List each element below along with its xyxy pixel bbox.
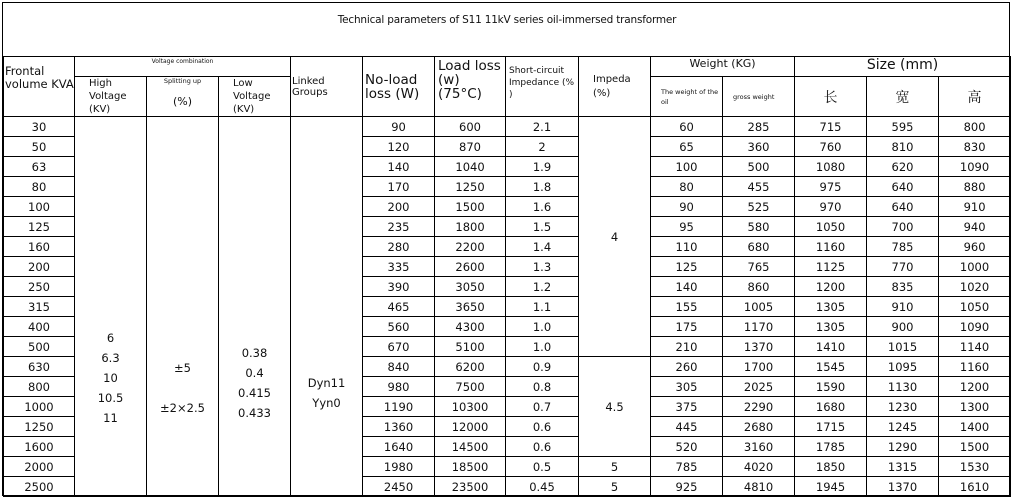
cell-size-length: 970 <box>795 197 867 217</box>
cell-weight-gross: 2025 <box>723 377 795 397</box>
cell-weight-oil: 155 <box>651 297 723 317</box>
cell-low-voltage <box>219 117 291 497</box>
cell-size-height: 1000 <box>939 257 1011 277</box>
cell-short-circuit: 1.2 <box>506 277 579 297</box>
cell-size-height: 960 <box>939 237 1011 257</box>
cell-load-loss: 3650 <box>435 297 506 317</box>
cell-short-circuit: 0.5 <box>506 457 579 477</box>
cell-size-width: 1290 <box>867 437 939 457</box>
cell-size-width: 640 <box>867 197 939 217</box>
table-body <box>4 117 1011 497</box>
cell-kva: 63 <box>4 157 75 177</box>
cell-size-height: 1530 <box>939 457 1011 477</box>
cell-no-load-loss: 2450 <box>363 477 435 497</box>
cell-weight-oil: 175 <box>651 317 723 337</box>
cell-size-height: 910 <box>939 197 1011 217</box>
header-splitting-unit: (%) <box>172 95 193 108</box>
cell-weight-gross: 860 <box>723 277 795 297</box>
header-load-loss: Load loss (w) (75°C) <box>435 57 506 117</box>
cell-load-loss: 600 <box>435 117 506 137</box>
cell-size-length: 1160 <box>795 237 867 257</box>
cell-short-circuit: 0.7 <box>506 397 579 417</box>
cell-short-circuit: 1.8 <box>506 177 579 197</box>
cell-kva: 1600 <box>4 437 75 457</box>
cell-weight-gross: 580 <box>723 217 795 237</box>
cell-size-height: 1020 <box>939 277 1011 297</box>
cell-no-load-loss: 170 <box>363 177 435 197</box>
cell-load-loss: 23500 <box>435 477 506 497</box>
cell-low-voltage-value: 0.38 <box>241 345 268 360</box>
cell-no-load-loss: 280 <box>363 237 435 257</box>
header-high-voltage: High Voltage (KV) <box>75 77 147 117</box>
cell-size-height: 880 <box>939 177 1011 197</box>
cell-size-height: 1400 <box>939 417 1011 437</box>
cell-short-circuit: 1.9 <box>506 157 579 177</box>
cell-size-width: 595 <box>867 117 939 137</box>
cell-no-load-loss: 560 <box>363 317 435 337</box>
cell-kva: 80 <box>4 177 75 197</box>
cell-weight-gross: 1370 <box>723 337 795 357</box>
cell-weight-gross: 285 <box>723 117 795 137</box>
cell-kva: 400 <box>4 317 75 337</box>
header-splitting-label: Splitting up <box>163 77 202 85</box>
cell-weight-oil: 95 <box>651 217 723 237</box>
cell-no-load-loss: 1360 <box>363 417 435 437</box>
cell-no-load-loss: 465 <box>363 297 435 317</box>
cell-short-circuit: 0.9 <box>506 357 579 377</box>
cell-no-load-loss: 335 <box>363 257 435 277</box>
cell-kva: 200 <box>4 257 75 277</box>
cell-size-width: 620 <box>867 157 939 177</box>
cell-short-circuit: 0.6 <box>506 417 579 437</box>
cell-kva: 160 <box>4 237 75 257</box>
cell-short-circuit: 1.3 <box>506 257 579 277</box>
header-weight: Weight (KG) <box>651 57 795 77</box>
header-size-height: 高 <box>939 77 1011 117</box>
cell-weight-gross: 1170 <box>723 317 795 337</box>
header-short-circuit-impedance: Short-circuit Impedance (% ) <box>506 57 579 117</box>
cell-load-loss: 1040 <box>435 157 506 177</box>
cell-weight-oil: 305 <box>651 377 723 397</box>
header-size-width: 宽 <box>867 77 939 117</box>
cell-weight-oil: 520 <box>651 437 723 457</box>
cell-short-circuit: 1.0 <box>506 317 579 337</box>
cell-short-circuit: 0.6 <box>506 437 579 457</box>
cell-size-height: 1160 <box>939 357 1011 377</box>
cell-high-voltage-value: 10 <box>103 370 118 385</box>
cell-size-width: 785 <box>867 237 939 257</box>
cell-high-voltage-value: 6 <box>106 330 115 345</box>
cell-weight-gross: 1005 <box>723 297 795 317</box>
table-row <box>4 117 1011 137</box>
cell-size-width: 700 <box>867 217 939 237</box>
cell-size-height: 1610 <box>939 477 1011 497</box>
cell-weight-oil: 65 <box>651 137 723 157</box>
cell-size-height: 1090 <box>939 157 1011 177</box>
cell-kva: 1250 <box>4 417 75 437</box>
cell-load-loss: 12000 <box>435 417 506 437</box>
cell-size-width: 810 <box>867 137 939 157</box>
cell-load-loss: 6200 <box>435 357 506 377</box>
cell-no-load-loss: 670 <box>363 337 435 357</box>
cell-size-width: 1230 <box>867 397 939 417</box>
header-no-load-loss: No-load loss (W) <box>363 57 435 117</box>
cell-load-loss: 18500 <box>435 457 506 477</box>
cell-load-loss: 1500 <box>435 197 506 217</box>
cell-load-loss: 3050 <box>435 277 506 297</box>
transformer-parameters-table <box>3 56 1011 497</box>
cell-kva: 50 <box>4 137 75 157</box>
cell-load-loss: 1800 <box>435 217 506 237</box>
cell-size-width: 1095 <box>867 357 939 377</box>
cell-weight-gross: 500 <box>723 157 795 177</box>
cell-kva: 100 <box>4 197 75 217</box>
cell-weight-gross: 1700 <box>723 357 795 377</box>
cell-short-circuit: 1.0 <box>506 337 579 357</box>
cell-impedance: 4.5 <box>579 357 651 457</box>
cell-size-length: 1050 <box>795 217 867 237</box>
cell-size-height: 1050 <box>939 297 1011 317</box>
cell-no-load-loss: 980 <box>363 377 435 397</box>
cell-size-width: 1315 <box>867 457 939 477</box>
cell-kva: 250 <box>4 277 75 297</box>
cell-no-load-loss: 90 <box>363 117 435 137</box>
cell-high-voltage <box>75 117 147 497</box>
cell-load-loss: 7500 <box>435 377 506 397</box>
cell-weight-oil: 925 <box>651 477 723 497</box>
cell-kva: 125 <box>4 217 75 237</box>
cell-load-loss: 14500 <box>435 437 506 457</box>
cell-no-load-loss: 1190 <box>363 397 435 417</box>
cell-kva: 2000 <box>4 457 75 477</box>
header-size: Size (mm) <box>795 57 1011 77</box>
cell-linked-groups-value: Yyn0 <box>312 395 341 410</box>
header-impedance: Impeda (%) <box>579 57 651 117</box>
cell-size-length: 1125 <box>795 257 867 277</box>
cell-splitting-up-value: ±5 <box>174 360 191 375</box>
cell-size-length: 1305 <box>795 317 867 337</box>
header-frontal-volume: Frontal volume KVA <box>4 57 75 117</box>
cell-weight-gross: 3160 <box>723 437 795 457</box>
cell-size-height: 1140 <box>939 337 1011 357</box>
cell-short-circuit: 1.4 <box>506 237 579 257</box>
cell-size-length: 1590 <box>795 377 867 397</box>
cell-weight-oil: 210 <box>651 337 723 357</box>
cell-weight-gross: 2680 <box>723 417 795 437</box>
cell-size-width: 1015 <box>867 337 939 357</box>
cell-weight-gross: 360 <box>723 137 795 157</box>
header-linked-groups: Linked Groups <box>291 57 363 117</box>
cell-no-load-loss: 1640 <box>363 437 435 457</box>
cell-kva: 630 <box>4 357 75 377</box>
cell-weight-gross: 455 <box>723 177 795 197</box>
cell-load-loss: 10300 <box>435 397 506 417</box>
cell-short-circuit: 1.6 <box>506 197 579 217</box>
cell-size-height: 1200 <box>939 377 1011 397</box>
cell-no-load-loss: 1980 <box>363 457 435 477</box>
cell-load-loss: 870 <box>435 137 506 157</box>
cell-size-length: 715 <box>795 117 867 137</box>
cell-size-length: 1545 <box>795 357 867 377</box>
cell-size-length: 760 <box>795 137 867 157</box>
cell-weight-oil: 110 <box>651 237 723 257</box>
cell-no-load-loss: 235 <box>363 217 435 237</box>
cell-no-load-loss: 140 <box>363 157 435 177</box>
cell-weight-oil: 60 <box>651 117 723 137</box>
cell-weight-oil: 140 <box>651 277 723 297</box>
cell-low-voltage-value: 0.4 <box>245 365 264 380</box>
cell-size-length: 1945 <box>795 477 867 497</box>
cell-kva: 30 <box>4 117 75 137</box>
cell-low-voltage-value: 0.415 <box>238 385 271 400</box>
cell-size-width: 770 <box>867 257 939 277</box>
cell-size-height: 940 <box>939 217 1011 237</box>
cell-size-length: 1785 <box>795 437 867 457</box>
cell-kva: 500 <box>4 337 75 357</box>
header-weight-oil: The weight of the oil <box>651 77 723 117</box>
cell-no-load-loss: 120 <box>363 137 435 157</box>
cell-size-length: 1080 <box>795 157 867 177</box>
cell-weight-gross: 525 <box>723 197 795 217</box>
header-low-voltage: Low Voltage (KV) <box>219 77 291 117</box>
cell-impedance: 5 <box>579 477 651 497</box>
header-size-length: 长 <box>795 77 867 117</box>
cell-no-load-loss: 840 <box>363 357 435 377</box>
cell-size-length: 1850 <box>795 457 867 477</box>
cell-size-width: 900 <box>867 317 939 337</box>
cell-short-circuit: 0.45 <box>506 477 579 497</box>
cell-size-width: 1245 <box>867 417 939 437</box>
cell-size-width: 640 <box>867 177 939 197</box>
cell-splitting-up <box>147 117 219 497</box>
cell-size-length: 1715 <box>795 417 867 437</box>
cell-weight-oil: 125 <box>651 257 723 277</box>
cell-weight-gross: 4020 <box>723 457 795 477</box>
cell-short-circuit: 1.1 <box>506 297 579 317</box>
cell-impedance: 4 <box>579 117 651 357</box>
header-splitting-up <box>147 77 219 117</box>
cell-kva: 1000 <box>4 397 75 417</box>
cell-impedance: 5 <box>579 457 651 477</box>
document-title: Technical parameters of S11 11kV series oil-immersed transformer <box>337 14 677 26</box>
cell-weight-oil: 90 <box>651 197 723 217</box>
cell-linked-groups-value: Dyn11 <box>307 375 346 390</box>
cell-short-circuit: 0.8 <box>506 377 579 397</box>
cell-weight-oil: 260 <box>651 357 723 377</box>
cell-weight-oil: 785 <box>651 457 723 477</box>
cell-no-load-loss: 390 <box>363 277 435 297</box>
cell-size-height: 800 <box>939 117 1011 137</box>
header-voltage-combination: Voltage combination <box>75 57 291 77</box>
cell-size-height: 830 <box>939 137 1011 157</box>
cell-size-length: 1680 <box>795 397 867 417</box>
cell-splitting-up-value: ±2×2.5 <box>160 400 205 415</box>
cell-weight-oil: 445 <box>651 417 723 437</box>
cell-load-loss: 4300 <box>435 317 506 337</box>
header-weight-gross: gross weight <box>723 77 795 117</box>
cell-high-voltage-value: 10.5 <box>97 390 124 405</box>
cell-linked-groups <box>291 117 363 497</box>
cell-short-circuit: 2.1 <box>506 117 579 137</box>
cell-kva: 315 <box>4 297 75 317</box>
cell-size-length: 1410 <box>795 337 867 357</box>
cell-high-voltage-value: 6.3 <box>101 350 120 365</box>
cell-size-height: 1300 <box>939 397 1011 417</box>
cell-load-loss: 2200 <box>435 237 506 257</box>
cell-size-width: 835 <box>867 277 939 297</box>
cell-weight-gross: 765 <box>723 257 795 277</box>
cell-weight-oil: 100 <box>651 157 723 177</box>
cell-size-length: 1305 <box>795 297 867 317</box>
cell-size-height: 1500 <box>939 437 1011 457</box>
cell-short-circuit: 1.5 <box>506 217 579 237</box>
cell-load-loss: 2600 <box>435 257 506 277</box>
cell-kva: 800 <box>4 377 75 397</box>
cell-size-width: 1130 <box>867 377 939 397</box>
cell-size-length: 975 <box>795 177 867 197</box>
cell-weight-oil: 375 <box>651 397 723 417</box>
cell-size-height: 1090 <box>939 317 1011 337</box>
cell-load-loss: 5100 <box>435 337 506 357</box>
cell-size-width: 910 <box>867 297 939 317</box>
cell-weight-gross: 4810 <box>723 477 795 497</box>
cell-weight-gross: 2290 <box>723 397 795 417</box>
cell-kva: 2500 <box>4 477 75 497</box>
cell-weight-oil: 80 <box>651 177 723 197</box>
cell-load-loss: 1250 <box>435 177 506 197</box>
cell-size-width: 1370 <box>867 477 939 497</box>
cell-low-voltage-value: 0.433 <box>238 405 271 420</box>
cell-short-circuit: 2 <box>506 137 579 157</box>
cell-size-length: 1200 <box>795 277 867 297</box>
cell-high-voltage-value: 11 <box>103 410 118 425</box>
cell-weight-gross: 680 <box>723 237 795 257</box>
cell-no-load-loss: 200 <box>363 197 435 217</box>
